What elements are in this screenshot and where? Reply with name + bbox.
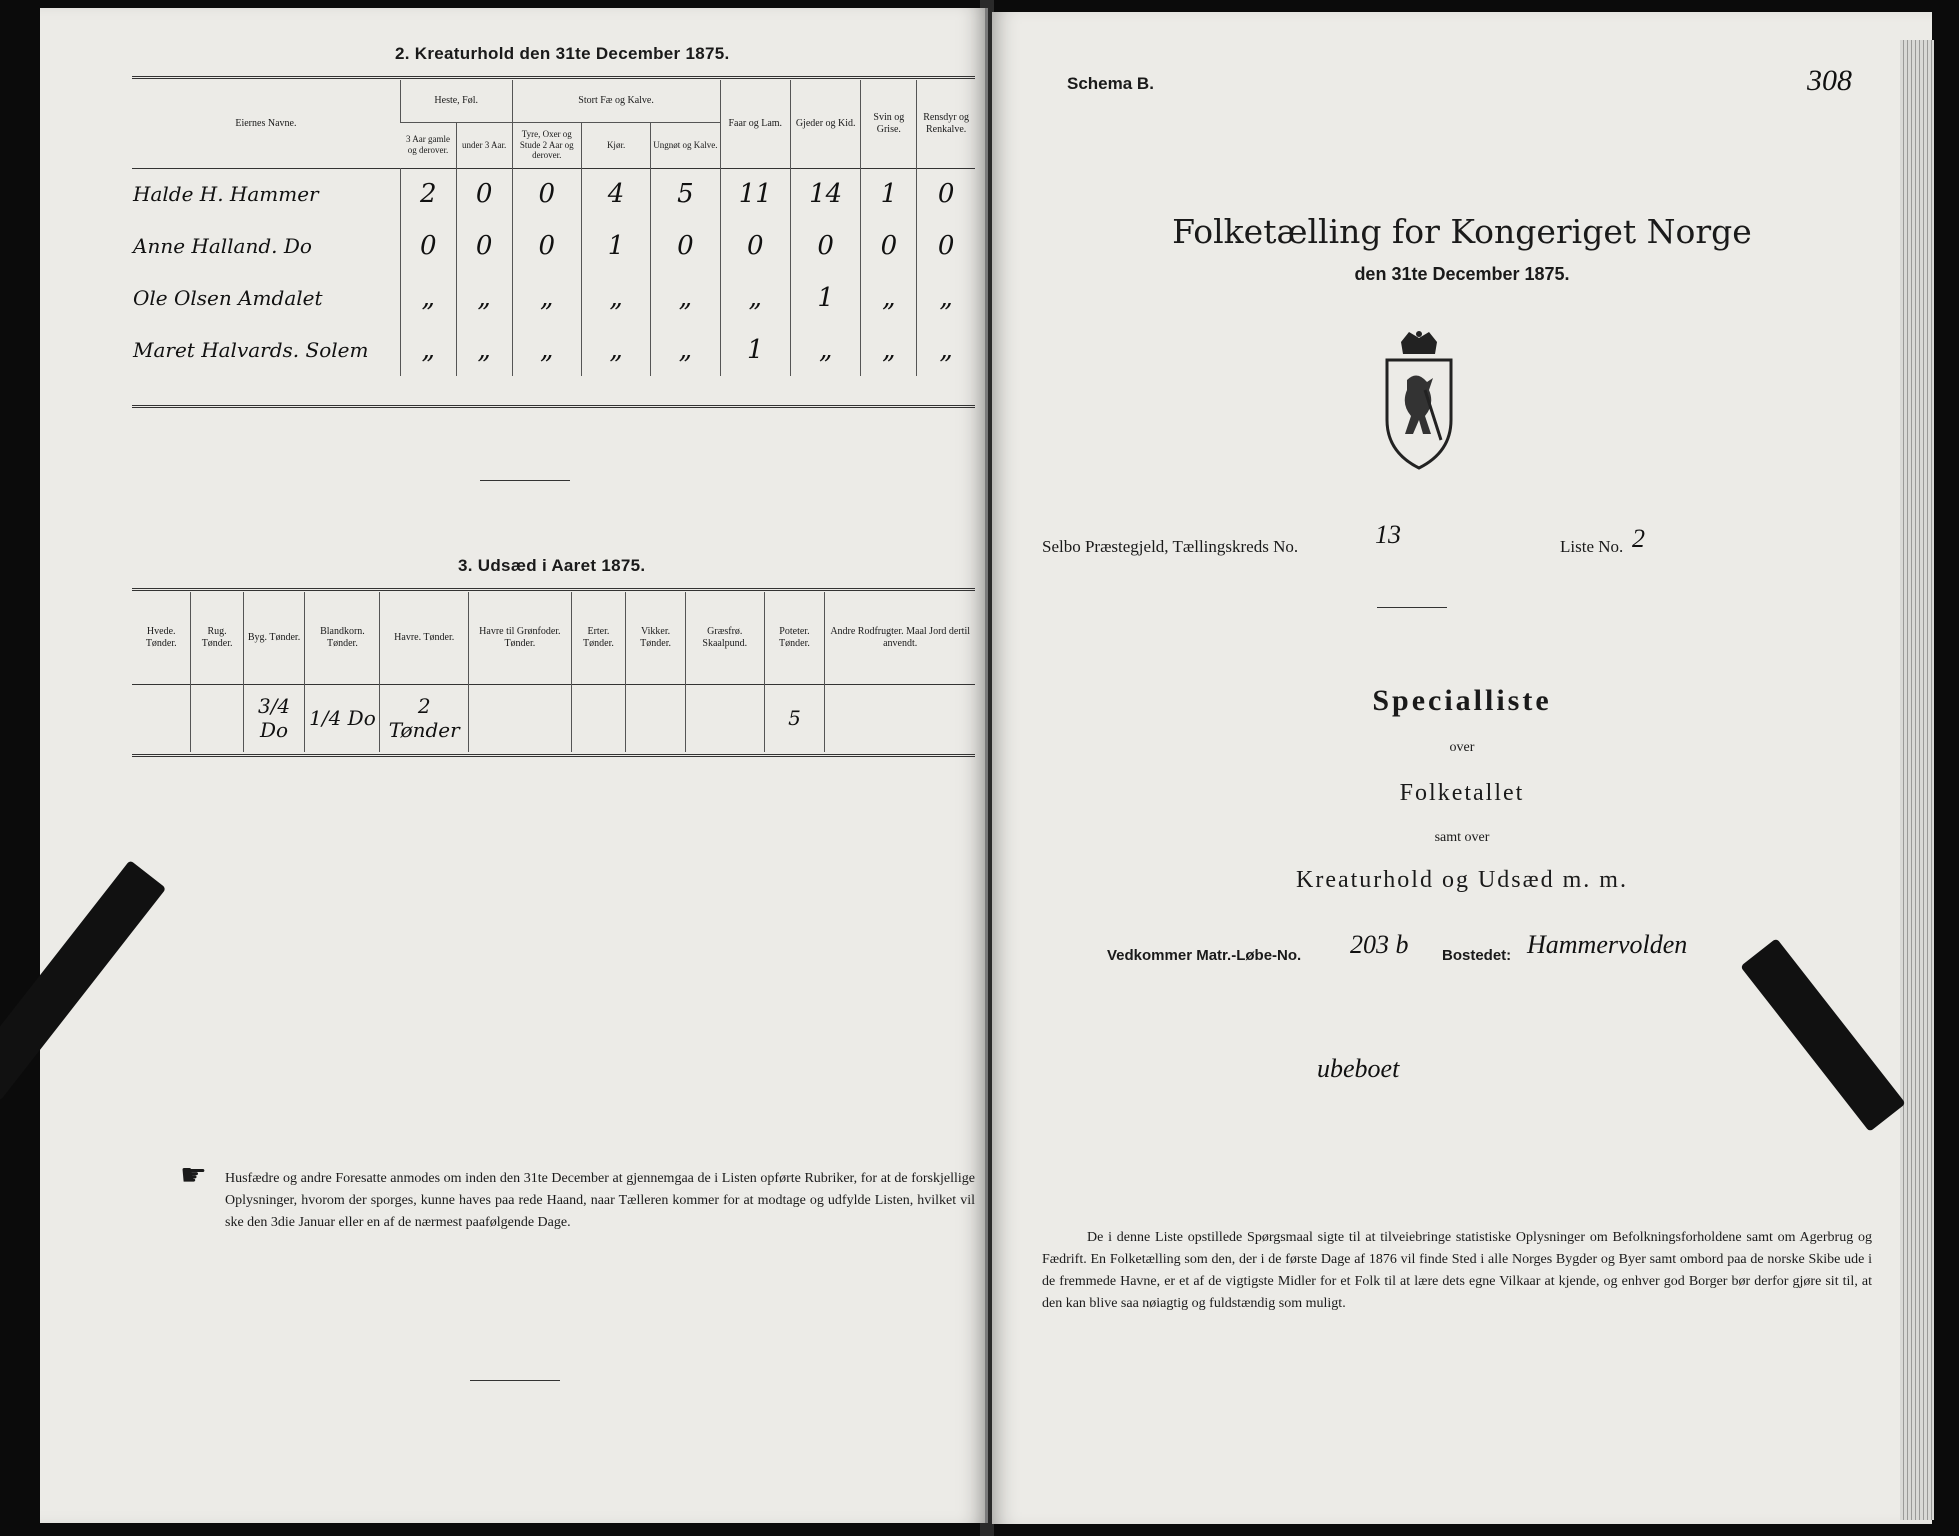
count-cell: „ xyxy=(456,324,512,376)
table-row xyxy=(132,168,975,220)
count-cell: „ xyxy=(720,272,790,324)
table-row xyxy=(132,272,975,324)
ubeboet-note: ubeboet xyxy=(1317,1054,1400,1083)
sowing-table xyxy=(132,592,975,752)
table-top-rule xyxy=(132,76,975,79)
count-cell: 0 xyxy=(400,220,456,272)
count-cell: „ xyxy=(917,324,975,376)
header-heste: Heste, Føl. xyxy=(400,80,512,122)
specialliste-title: Specialliste xyxy=(1372,684,1552,717)
count-cell: „ xyxy=(456,272,512,324)
sowing-value xyxy=(132,684,191,752)
matr-label: Vedkommer Matr.-Løbe-No. xyxy=(1107,947,1302,964)
count-cell: 0 xyxy=(861,220,917,272)
table-bottom-rule xyxy=(132,405,975,408)
count-cell: 0 xyxy=(917,220,975,272)
count-cell: „ xyxy=(581,272,650,324)
count-cell: 0 xyxy=(720,220,790,272)
coat-of-arms-icon xyxy=(1379,330,1459,472)
count-cell: 1 xyxy=(861,168,917,220)
folketallet-text: Folketallet xyxy=(1399,780,1525,806)
sowing-header: Rug. Tønder. xyxy=(191,592,243,684)
sowing-value xyxy=(191,684,243,752)
sowing-value: 3/4 Do xyxy=(243,684,305,752)
sowing-header: Poteter. Tønder. xyxy=(764,592,825,684)
owner-name: Anne Halland. Do xyxy=(133,234,312,258)
livestock-table xyxy=(132,80,975,376)
count-cell: 11 xyxy=(720,168,790,220)
sowing-header: Erter. Tønder. xyxy=(571,592,625,684)
schema-label: Schema B. xyxy=(1067,74,1154,93)
sowing-header: Hvede. Tønder. xyxy=(145,625,177,649)
count-cell: „ xyxy=(790,324,860,376)
sowing-header: Blandkorn. Tønder. xyxy=(305,592,380,684)
sowing-header: Byg. Tønder. xyxy=(243,592,305,684)
liste-number: 2 xyxy=(1632,524,1645,553)
table-row xyxy=(132,324,975,376)
count-cell: „ xyxy=(917,272,975,324)
count-cell: 0 xyxy=(917,168,975,220)
sowing-value: 5 xyxy=(764,684,825,752)
main-subtitle: den 31te December 1875. xyxy=(1354,264,1570,284)
sowing-header: Havre. Tønder. xyxy=(380,592,469,684)
count-cell: 0 xyxy=(790,220,860,272)
sowing-value xyxy=(825,684,975,752)
count-cell: 4 xyxy=(581,168,650,220)
sowing-value: 1/4 Do xyxy=(305,684,380,752)
pointing-hand-icon: ☛ xyxy=(180,1158,207,1193)
sowing-value xyxy=(685,684,764,752)
owner-name: Maret Halvards. Solem xyxy=(133,338,369,362)
sowing-bottom-rule xyxy=(132,754,975,757)
bosted-label: Bostedet: xyxy=(1442,947,1512,964)
owner-name: Halde H. Hammer xyxy=(133,182,319,207)
owner-name: Ole Olsen Amdalet xyxy=(133,286,323,310)
divider xyxy=(480,480,570,481)
matr-number: 203 b xyxy=(1350,930,1409,959)
table-row xyxy=(132,220,975,272)
sowing-header: Græsfrø. Skaalpund. xyxy=(685,592,764,684)
count-cell: 2 xyxy=(400,168,456,220)
right-page xyxy=(992,12,1932,1524)
count-cell: 1 xyxy=(581,220,650,272)
count-cell: „ xyxy=(861,272,917,324)
header-heste-under3: under 3 Aar. xyxy=(456,122,512,168)
header-gjeder: Gjeder og Kid. xyxy=(790,80,860,168)
count-cell: 0 xyxy=(456,168,512,220)
prestegjeld-label: Selbo Præstegjeld, Tællingskreds No. xyxy=(1042,537,1299,556)
kreaturhold-text: Kreaturhold og Udsæd m. m. xyxy=(1296,867,1628,893)
sowing-value xyxy=(626,684,686,752)
header-rensdyr: Rensdyr og Renkalve. xyxy=(917,80,975,168)
count-cell: „ xyxy=(651,272,720,324)
notice-text: Husfædre og andre Foresatte anmodes om inden den 31te December at gjennemgaa de i Listen opførte Rubriker, for at de forskjellige Oplysninger, hvorom der sporges, kunne haves paa rede Haand, naar Tælleren kommer for at modtage og udfylde Listen, hvilket vil ske den 3die Januar eller en af de nærmest paafølgende Dage. xyxy=(225,1171,975,1230)
bosted-value: Hammervolden xyxy=(1527,930,1688,959)
header-ungnot: Ungnøt og Kalve. xyxy=(651,122,720,168)
count-cell: „ xyxy=(581,324,650,376)
samt-over-text: samt over xyxy=(1434,830,1490,845)
sowing-value xyxy=(571,684,625,752)
left-page xyxy=(40,8,988,1523)
header-svin: Svin og Grise. xyxy=(861,80,917,168)
sowing-value: 2 Tønder xyxy=(380,684,469,752)
kreds-number: 13 xyxy=(1375,520,1401,549)
header-faar: Faar og Lam. xyxy=(720,80,790,168)
header-heste-3aar: 3 Aar gamle og derover. xyxy=(406,134,451,155)
section-3-title: 3. Udsæd i Aaret 1875. xyxy=(458,556,646,575)
count-cell: „ xyxy=(651,324,720,376)
sowing-header: Andre Rodfrugter. Maal Jord dertil anvendt. xyxy=(825,592,975,684)
main-title: Folketælling for Kongeriget Norge xyxy=(1172,212,1752,251)
count-cell: 1 xyxy=(790,272,860,324)
header-kjor: Kjør. xyxy=(581,122,650,168)
bottom-divider xyxy=(470,1380,560,1381)
page-edges xyxy=(1900,40,1934,1520)
sowing-header: Havre til Grønfoder. Tønder. xyxy=(468,592,571,684)
count-cell: 0 xyxy=(512,168,581,220)
header-tyre: Tyre, Oxer og Stude 2 Aar og derover. xyxy=(512,122,581,168)
header-owner: Eiernes Navne. xyxy=(235,117,297,129)
footer-text: De i denne Liste opstillede Spørgsmaal sigte til at tilveiebringe statistiske Oplysninger om Befolkningsforholdene samt om Agerbrug og Fædrift. En Folketælling som den, der i de første Dage af 1876 vil finde Sted i alle Norges Bygder og Byer samt ombord paa de norske Skibe ude i de fremmede Havne, er et af de vigtigste Midler for et Folk til at lære dets egne Vilkaar at kjende, og enhver god Borger bør derfor gjøre sit til, at den kan blive saa nøiagtig og fuldstændig som muligt. xyxy=(1042,1230,1872,1311)
sowing-value xyxy=(468,684,571,752)
right-divider xyxy=(1377,607,1447,608)
count-cell: „ xyxy=(861,324,917,376)
header-stort-fae: Stort Fæ og Kalve. xyxy=(512,80,720,122)
count-cell: 14 xyxy=(790,168,860,220)
count-cell: „ xyxy=(512,272,581,324)
count-cell: „ xyxy=(512,324,581,376)
sowing-top-rule xyxy=(132,588,975,591)
sowing-header: Vikker. Tønder. xyxy=(626,592,686,684)
count-cell: 1 xyxy=(720,324,790,376)
count-cell: 0 xyxy=(651,220,720,272)
count-cell: „ xyxy=(400,272,456,324)
section-2-title: 2. Kreaturhold den 31te December 1875. xyxy=(395,44,730,63)
count-cell: 0 xyxy=(456,220,512,272)
liste-label: Liste No. xyxy=(1560,537,1624,556)
count-cell: „ xyxy=(400,324,456,376)
over-text: over xyxy=(1449,740,1475,755)
count-cell: 5 xyxy=(651,168,720,220)
page-number: 308 xyxy=(1807,64,1852,97)
count-cell: 0 xyxy=(512,220,581,272)
